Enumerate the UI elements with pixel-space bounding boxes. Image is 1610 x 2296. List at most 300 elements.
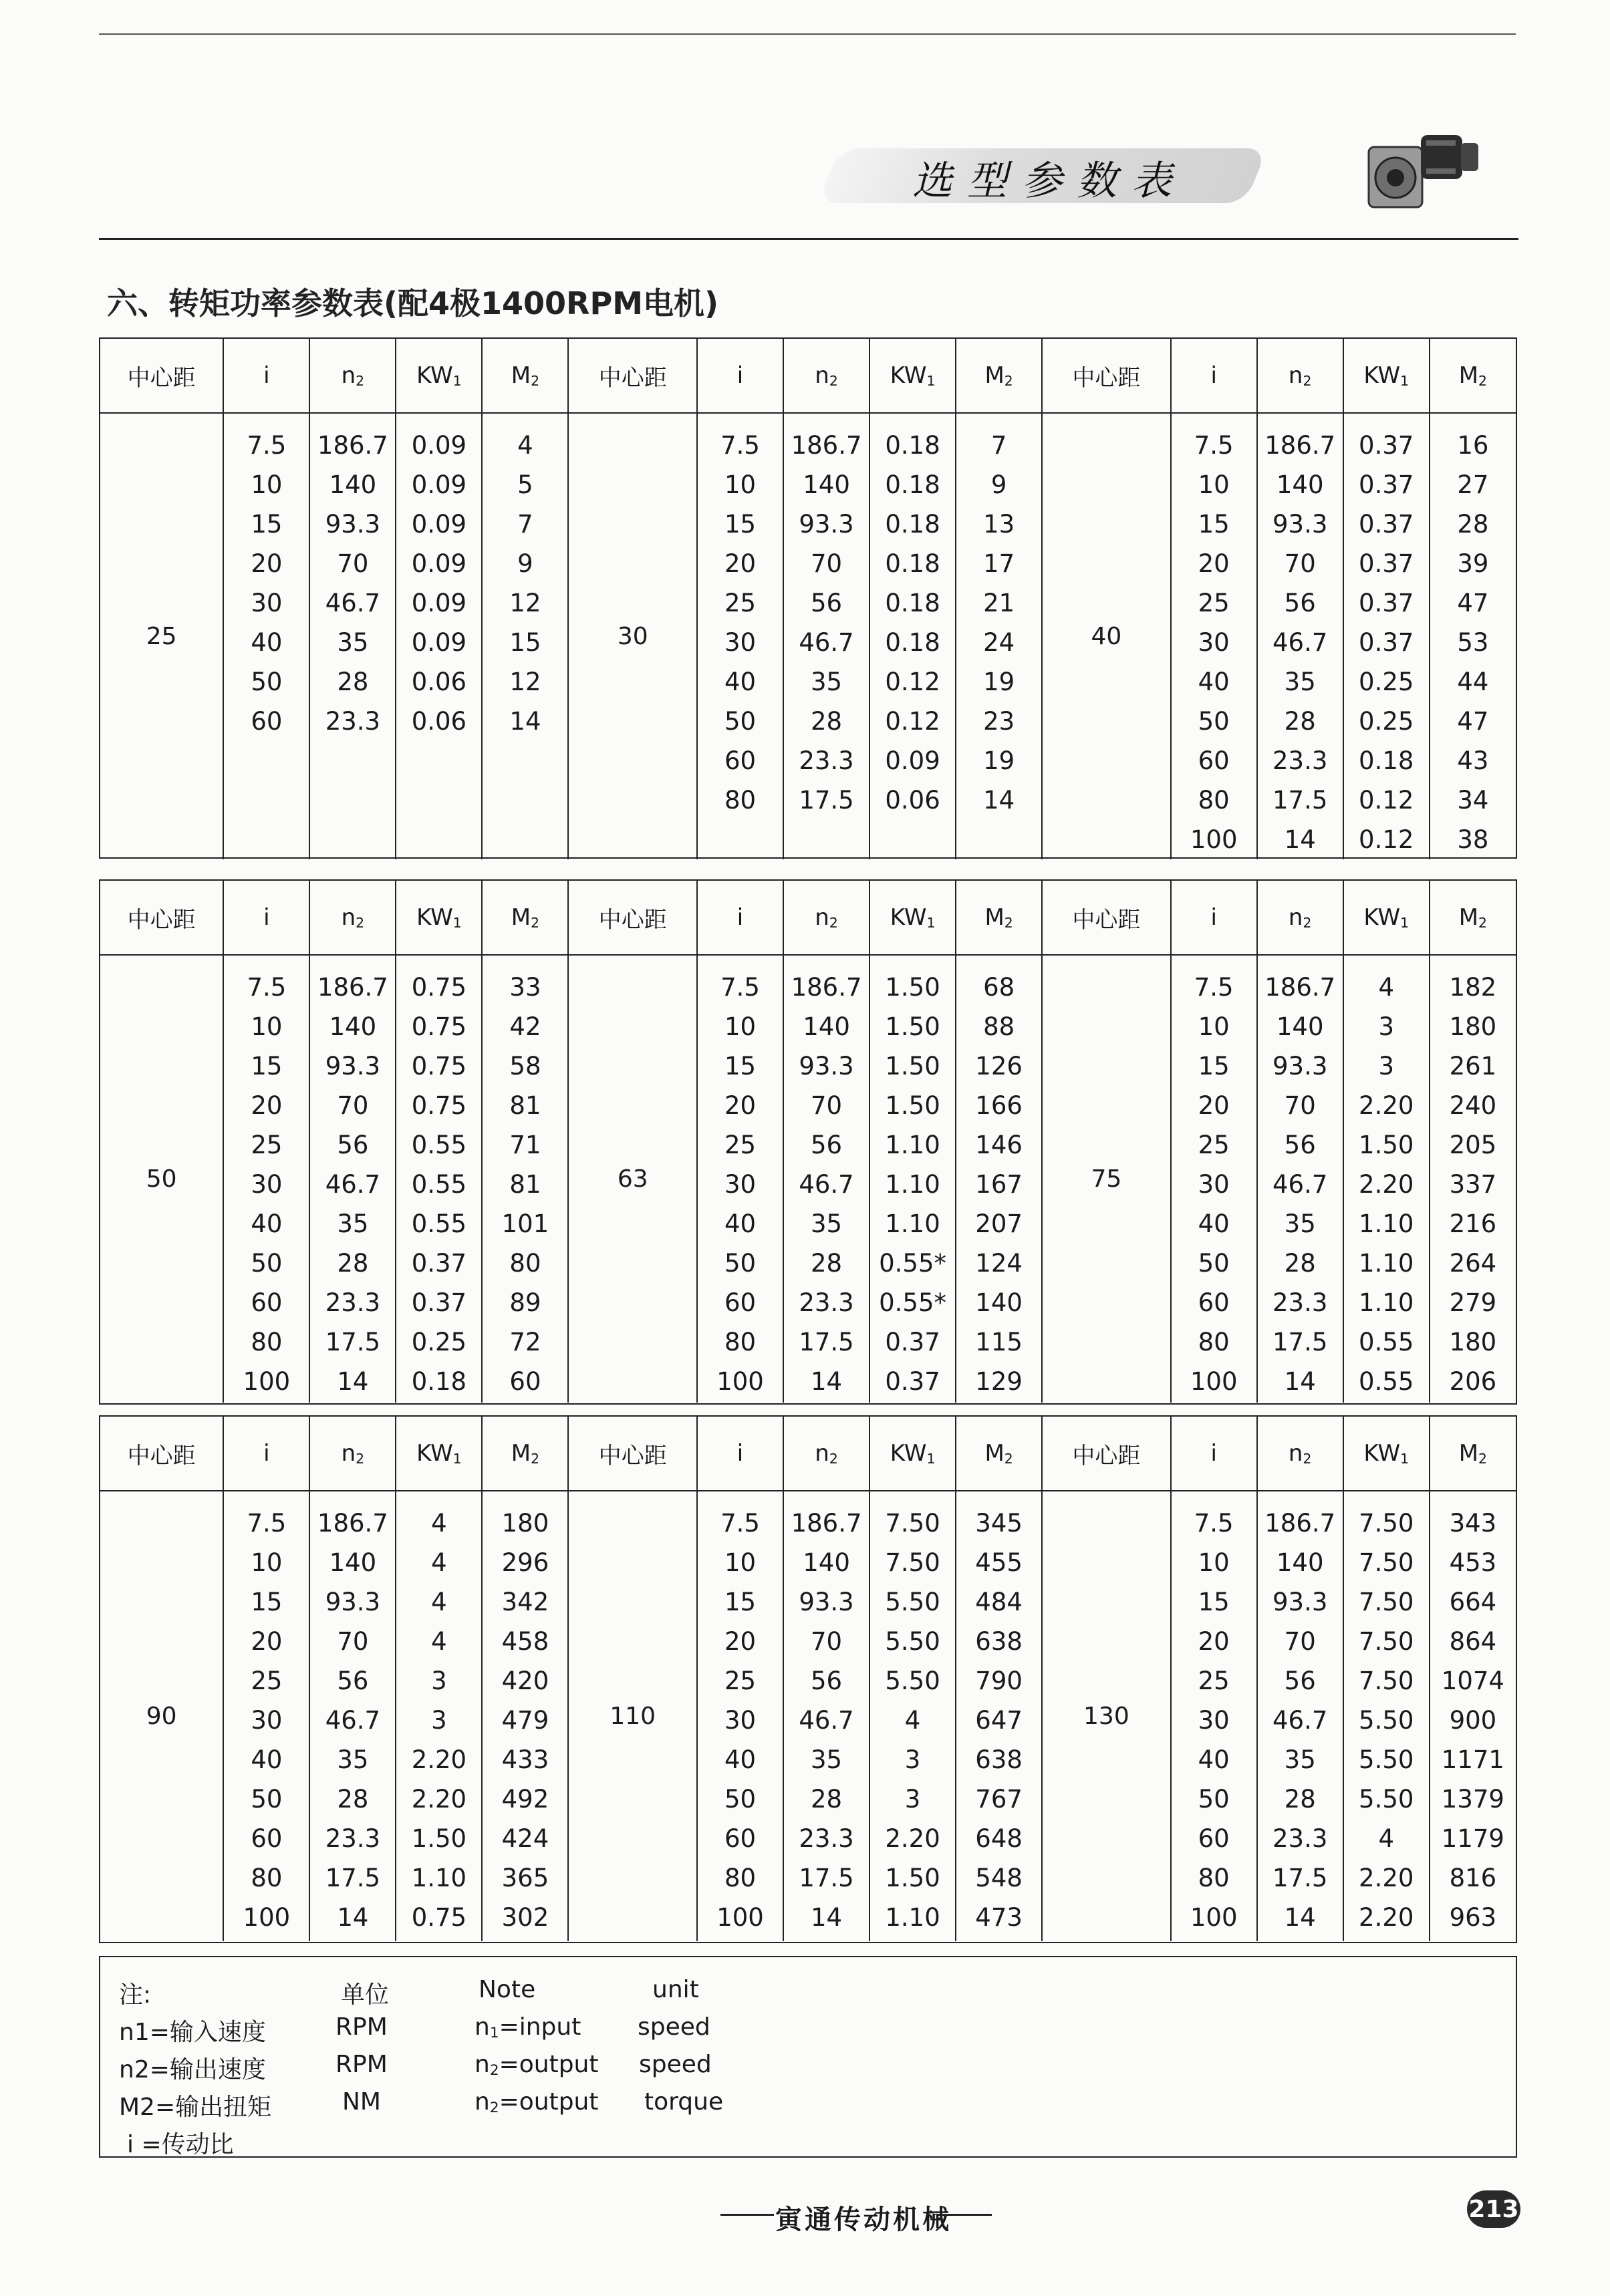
note-row-3-unit: NM xyxy=(342,2088,381,2116)
kw1-column xyxy=(396,413,482,859)
value-cell: 19 xyxy=(983,668,1015,696)
value-cell: 46.7 xyxy=(799,628,854,657)
value-cell: 365 xyxy=(501,1864,549,1892)
header-cell: $M_2$ xyxy=(956,339,1042,413)
value-cell: 70 xyxy=(337,1091,369,1120)
header-cell: $KW_1$ xyxy=(1343,881,1430,955)
value-cell: 140 xyxy=(1276,470,1324,499)
value-cell: 453 xyxy=(1449,1548,1497,1577)
value-cell: 0.09 xyxy=(411,589,467,617)
m2-column xyxy=(1430,955,1516,1403)
header-cell: i xyxy=(223,1417,309,1491)
header-cell: 中心距 xyxy=(1042,881,1171,955)
value-cell: 30 xyxy=(251,1170,283,1199)
value-cell: 14 xyxy=(811,1367,843,1396)
value-cell: 25 xyxy=(724,589,757,617)
kw1-column xyxy=(869,1491,956,1941)
value-cell: 7.5 xyxy=(720,973,760,1002)
value-cell: 7.50 xyxy=(1359,1627,1414,1656)
value-cell: 0.37 xyxy=(1359,549,1414,578)
value-cell: 80 xyxy=(724,1328,757,1356)
value-cell: 72 xyxy=(509,1328,541,1356)
value-cell: 23.3 xyxy=(325,707,381,736)
value-cell: 146 xyxy=(975,1131,1023,1159)
value-cell: 0.37 xyxy=(411,1249,467,1278)
value-cell: 101 xyxy=(501,1209,549,1238)
value-cell: 46.7 xyxy=(325,1706,381,1735)
value-cell: 23.3 xyxy=(799,1824,854,1853)
value-cell: 46.7 xyxy=(1272,628,1328,657)
value-cell: 548 xyxy=(975,1864,1023,1892)
value-cell: 50 xyxy=(724,1785,757,1814)
value-cell: 25 xyxy=(724,1131,757,1159)
value-cell: 46.7 xyxy=(325,1170,381,1199)
value-cell: 53 xyxy=(1457,628,1489,657)
value-cell: 342 xyxy=(501,1588,549,1616)
value-cell: 0.55 xyxy=(1359,1328,1414,1356)
notes-unit-en-head: unit xyxy=(652,1976,699,2003)
value-cell: 5.50 xyxy=(885,1667,940,1695)
value-cell: 216 xyxy=(1449,1209,1497,1238)
value-cell: 23.3 xyxy=(1272,746,1328,775)
value-cell: 20 xyxy=(724,1091,757,1120)
value-cell: 30 xyxy=(1198,1706,1230,1735)
kw1-column xyxy=(869,955,956,1403)
header-cell: $M_2$ xyxy=(482,1417,568,1491)
notes-label: 注: xyxy=(119,1981,152,2009)
value-cell: 343 xyxy=(1449,1509,1497,1538)
value-cell: 25 xyxy=(251,1667,283,1695)
value-cell: 0.37 xyxy=(885,1367,940,1396)
value-cell: 3 xyxy=(904,1785,921,1814)
value-cell: 140 xyxy=(1276,1012,1324,1041)
value-cell: 20 xyxy=(251,1627,283,1656)
i-column xyxy=(697,955,783,1403)
value-cell: 17.5 xyxy=(1272,1328,1328,1356)
value-cell: 14 xyxy=(1284,825,1316,854)
value-cell: 420 xyxy=(501,1667,549,1695)
value-cell: 50 xyxy=(724,707,757,736)
value-cell: 0.55* xyxy=(879,1249,947,1278)
value-cell: 20 xyxy=(251,1091,283,1120)
gear-motor-icon xyxy=(1357,120,1490,227)
notes-box xyxy=(99,1956,1517,2158)
value-cell: 100 xyxy=(716,1903,764,1932)
value-cell: 0.06 xyxy=(411,668,467,696)
value-cell: 963 xyxy=(1449,1903,1497,1932)
header-cell: $n_2$ xyxy=(783,1417,869,1491)
value-cell: 68 xyxy=(983,973,1015,1002)
value-cell: 100 xyxy=(1190,825,1238,854)
value-cell: 15 xyxy=(1198,510,1230,539)
value-cell: 4 xyxy=(1378,1824,1394,1853)
n2-column xyxy=(783,1491,869,1941)
value-cell: 0.37 xyxy=(1359,628,1414,657)
value-cell: 180 xyxy=(1449,1328,1497,1356)
value-cell: 0.06 xyxy=(885,786,940,815)
value-cell: 10 xyxy=(1198,470,1230,499)
value-cell: 1.50 xyxy=(1359,1131,1414,1159)
note-row-2-en: speed xyxy=(639,2051,712,2078)
value-cell: 81 xyxy=(509,1091,541,1120)
value-cell: 0.55 xyxy=(411,1170,467,1199)
value-cell: 20 xyxy=(1198,1627,1230,1656)
value-cell: 140 xyxy=(329,470,377,499)
value-cell: 50 xyxy=(251,668,283,696)
i-column xyxy=(1171,413,1257,859)
n2-column xyxy=(783,413,869,859)
value-cell: 30 xyxy=(1198,1170,1230,1199)
value-cell: 1.10 xyxy=(411,1864,467,1892)
value-cell: 93.3 xyxy=(799,1052,854,1081)
value-cell: 60 xyxy=(1198,1824,1230,1853)
note-row-2-def: $n_2=output$ xyxy=(475,2051,599,2079)
value-cell: 56 xyxy=(811,1131,843,1159)
note-row-3-en: torque xyxy=(644,2088,724,2116)
value-cell: 7.5 xyxy=(1194,1509,1234,1538)
value-cell: 0.75 xyxy=(411,973,467,1002)
value-cell: 46.7 xyxy=(1272,1706,1328,1735)
value-cell: 60 xyxy=(1198,746,1230,775)
value-cell: 13 xyxy=(983,510,1015,539)
value-cell: 7 xyxy=(990,431,1007,460)
value-cell: 648 xyxy=(975,1824,1023,1853)
value-cell: 458 xyxy=(501,1627,549,1656)
header-cell: $KW_1$ xyxy=(869,339,956,413)
value-cell: 40 xyxy=(1198,1745,1230,1774)
value-cell: 186.7 xyxy=(791,431,862,460)
m2-column xyxy=(956,413,1042,859)
value-cell: 9 xyxy=(990,470,1007,499)
value-cell: 180 xyxy=(501,1509,549,1538)
value-cell: 28 xyxy=(811,1785,843,1814)
value-cell: 0.37 xyxy=(411,1288,467,1317)
value-cell: 70 xyxy=(1284,1627,1316,1656)
value-cell: 43 xyxy=(1457,746,1489,775)
value-cell: 664 xyxy=(1449,1588,1497,1616)
value-cell: 42 xyxy=(509,1012,541,1041)
torque-table-2 xyxy=(99,879,1517,1405)
value-cell: 100 xyxy=(716,1367,764,1396)
value-cell: 1.10 xyxy=(885,1903,940,1932)
value-cell: 28 xyxy=(1284,1249,1316,1278)
value-cell: 28 xyxy=(1284,707,1316,736)
value-cell: 7.50 xyxy=(1359,1548,1414,1577)
value-cell: 40 xyxy=(724,668,757,696)
header-cell: 中心距 xyxy=(1042,339,1171,413)
value-cell: 0.12 xyxy=(1359,786,1414,815)
note-row-1-unit: RPM xyxy=(336,2013,388,2041)
kw1-column xyxy=(869,413,956,859)
kw1-column xyxy=(396,1491,482,1941)
value-cell: 93.3 xyxy=(325,510,381,539)
note-row-3-def: $n_2=output$ xyxy=(475,2088,599,2116)
header-cell: $M_2$ xyxy=(956,1417,1042,1491)
value-cell: 23 xyxy=(983,707,1015,736)
value-cell: 186.7 xyxy=(317,973,388,1002)
value-cell: 816 xyxy=(1449,1864,1497,1892)
value-cell: 70 xyxy=(811,549,843,578)
value-cell: 38 xyxy=(1457,825,1489,854)
value-cell: 93.3 xyxy=(799,1588,854,1616)
header-cell: $n_2$ xyxy=(309,339,396,413)
footer-company: 寅通传动机械 xyxy=(775,2204,952,2235)
value-cell: 100 xyxy=(1190,1903,1238,1932)
value-cell: 35 xyxy=(811,1745,843,1774)
n2-column xyxy=(309,955,396,1403)
value-cell: 5.50 xyxy=(1359,1785,1414,1814)
header-cell: $n_2$ xyxy=(309,1417,396,1491)
value-cell: 15 xyxy=(724,510,757,539)
value-cell: 10 xyxy=(251,470,283,499)
value-cell: 1.50 xyxy=(411,1824,467,1853)
value-cell: 2.20 xyxy=(1359,1091,1414,1120)
value-cell: 46.7 xyxy=(325,589,381,617)
value-cell: 129 xyxy=(975,1367,1023,1396)
value-cell: 25 xyxy=(724,1667,757,1695)
value-cell: 60 xyxy=(251,1824,283,1853)
value-cell: 5.50 xyxy=(885,1588,940,1616)
value-cell: 60 xyxy=(251,1288,283,1317)
value-cell: 0.09 xyxy=(411,628,467,657)
value-cell: 28 xyxy=(811,707,843,736)
value-cell: 261 xyxy=(1449,1052,1497,1081)
i-column xyxy=(223,955,309,1403)
value-cell: 25 xyxy=(1198,1667,1230,1695)
value-cell: 39 xyxy=(1457,549,1489,578)
value-cell: 15 xyxy=(251,1052,283,1081)
value-cell: 4 xyxy=(431,1588,447,1616)
value-cell: 0.25 xyxy=(411,1328,467,1356)
value-cell: 767 xyxy=(975,1785,1023,1814)
value-cell: 166 xyxy=(975,1091,1023,1120)
value-cell: 25 xyxy=(251,1131,283,1159)
m2-column xyxy=(956,1491,1042,1941)
value-cell: 0.37 xyxy=(1359,431,1414,460)
value-cell: 433 xyxy=(501,1745,549,1774)
center-distance-cell: 130 xyxy=(1042,1491,1171,1941)
value-cell: 17.5 xyxy=(799,1864,854,1892)
value-cell: 40 xyxy=(1198,668,1230,696)
value-cell: 15 xyxy=(724,1052,757,1081)
value-cell: 40 xyxy=(724,1209,757,1238)
value-cell: 23.3 xyxy=(799,746,854,775)
value-cell: 80 xyxy=(724,1864,757,1892)
value-cell: 70 xyxy=(337,549,369,578)
value-cell: 46.7 xyxy=(799,1706,854,1735)
header-cell: $n_2$ xyxy=(1257,881,1343,955)
header-cell: $M_2$ xyxy=(482,339,568,413)
value-cell: 7.50 xyxy=(885,1548,940,1577)
value-cell: 3 xyxy=(431,1706,447,1735)
value-cell: 27 xyxy=(1457,470,1489,499)
value-cell: 17.5 xyxy=(799,786,854,815)
value-cell: 205 xyxy=(1449,1131,1497,1159)
header-cell: $KW_1$ xyxy=(869,1417,956,1491)
value-cell: 15 xyxy=(1198,1052,1230,1081)
value-cell: 56 xyxy=(1284,1131,1316,1159)
center-distance-cell: 30 xyxy=(568,413,697,859)
center-distance-cell: 63 xyxy=(568,955,697,1403)
value-cell: 40 xyxy=(251,1745,283,1774)
value-cell: 638 xyxy=(975,1745,1023,1774)
value-cell: 34 xyxy=(1457,786,1489,815)
value-cell: 484 xyxy=(975,1588,1023,1616)
value-cell: 35 xyxy=(1284,668,1316,696)
value-cell: 10 xyxy=(724,1012,757,1041)
value-cell: 0.18 xyxy=(411,1367,467,1396)
n2-column xyxy=(783,955,869,1403)
value-cell: 30 xyxy=(251,589,283,617)
torque-table-3 xyxy=(99,1415,1517,1943)
value-cell: 17.5 xyxy=(325,1328,381,1356)
value-cell: 647 xyxy=(975,1706,1023,1735)
value-cell: 50 xyxy=(251,1785,283,1814)
value-cell: 0.18 xyxy=(885,589,940,617)
value-cell: 7.5 xyxy=(1194,973,1234,1002)
n2-column xyxy=(1257,413,1343,859)
value-cell: 12 xyxy=(509,589,541,617)
value-cell: 0.55 xyxy=(1359,1367,1414,1396)
value-cell: 33 xyxy=(509,973,541,1002)
value-cell: 7.5 xyxy=(1194,431,1234,460)
value-cell: 1.10 xyxy=(1359,1288,1414,1317)
note-row-1-cn: n1=输入速度 xyxy=(119,2019,266,2046)
value-cell: 140 xyxy=(975,1288,1023,1317)
n2-column xyxy=(309,1491,396,1941)
value-cell: 70 xyxy=(1284,549,1316,578)
value-cell: 479 xyxy=(501,1706,549,1735)
header-cell: $n_2$ xyxy=(783,339,869,413)
header-cell: $KW_1$ xyxy=(396,881,482,955)
footer-rule-right xyxy=(938,2214,992,2216)
value-cell: 100 xyxy=(243,1367,291,1396)
value-cell: 56 xyxy=(1284,1667,1316,1695)
value-cell: 56 xyxy=(337,1667,369,1695)
value-cell: 0.12 xyxy=(1359,825,1414,854)
value-cell: 23.3 xyxy=(799,1288,854,1317)
value-cell: 7.5 xyxy=(247,973,287,1002)
header-cell: $M_2$ xyxy=(1430,1417,1516,1491)
value-cell: 0.18 xyxy=(885,628,940,657)
value-cell: 81 xyxy=(509,1170,541,1199)
value-cell: 424 xyxy=(501,1824,549,1853)
value-cell: 4 xyxy=(431,1627,447,1656)
value-cell: 1.10 xyxy=(885,1131,940,1159)
header-cell: 中心距 xyxy=(568,881,697,955)
header-cell: i xyxy=(697,339,783,413)
value-cell: 4 xyxy=(431,1548,447,1577)
value-cell: 35 xyxy=(811,668,843,696)
note-row-2-unit: RPM xyxy=(336,2051,388,2078)
value-cell: 93.3 xyxy=(799,510,854,539)
header-cell: $n_2$ xyxy=(309,881,396,955)
value-cell: 35 xyxy=(337,1209,369,1238)
header-cell: i xyxy=(697,881,783,955)
value-cell: 60 xyxy=(251,707,283,736)
value-cell: 1.10 xyxy=(1359,1209,1414,1238)
value-cell: 240 xyxy=(1449,1091,1497,1120)
value-cell: 7 xyxy=(517,510,533,539)
value-cell: 3 xyxy=(1378,1052,1394,1081)
value-cell: 28 xyxy=(337,1249,369,1278)
value-cell: 455 xyxy=(975,1548,1023,1577)
value-cell: 2.20 xyxy=(885,1824,940,1853)
value-cell: 44 xyxy=(1457,668,1489,696)
value-cell: 10 xyxy=(251,1012,283,1041)
value-cell: 0.18 xyxy=(885,510,940,539)
value-cell: 89 xyxy=(509,1288,541,1317)
note-row-1-en: speed xyxy=(638,2013,710,2041)
value-cell: 7.5 xyxy=(247,1509,287,1538)
value-cell: 492 xyxy=(501,1785,549,1814)
value-cell: 186.7 xyxy=(791,973,862,1002)
value-cell: 60 xyxy=(509,1367,541,1396)
header-cell: $M_2$ xyxy=(1430,881,1516,955)
value-cell: 35 xyxy=(1284,1209,1316,1238)
header-cell: $KW_1$ xyxy=(1343,1417,1430,1491)
value-cell: 10 xyxy=(251,1548,283,1577)
value-cell: 264 xyxy=(1449,1249,1497,1278)
value-cell: 50 xyxy=(724,1249,757,1278)
value-cell: 80 xyxy=(1198,1864,1230,1892)
value-cell: 20 xyxy=(1198,1091,1230,1120)
top-rule xyxy=(99,33,1516,35)
value-cell: 140 xyxy=(329,1548,377,1577)
header-cell: $n_2$ xyxy=(783,881,869,955)
i-column xyxy=(223,413,309,859)
value-cell: 15 xyxy=(251,1588,283,1616)
note-row-3-cn: M2=输出扭矩 xyxy=(119,2094,272,2121)
value-cell: 186.7 xyxy=(1264,1509,1336,1538)
header-cell: 中心距 xyxy=(568,339,697,413)
value-cell: 80 xyxy=(251,1864,283,1892)
header-cell: 中心距 xyxy=(100,1417,223,1491)
value-cell: 4 xyxy=(431,1509,447,1538)
value-cell: 60 xyxy=(724,1824,757,1853)
value-cell: 14 xyxy=(1284,1367,1316,1396)
value-cell: 0.09 xyxy=(885,746,940,775)
value-cell: 15 xyxy=(509,628,541,657)
value-cell: 7.50 xyxy=(1359,1588,1414,1616)
value-cell: 46.7 xyxy=(1272,1170,1328,1199)
value-cell: 17 xyxy=(983,549,1015,578)
value-cell: 1.50 xyxy=(885,1012,940,1041)
value-cell: 2.20 xyxy=(411,1785,467,1814)
value-cell: 58 xyxy=(509,1052,541,1081)
value-cell: 864 xyxy=(1449,1627,1497,1656)
value-cell: 100 xyxy=(1190,1367,1238,1396)
value-cell: 10 xyxy=(1198,1012,1230,1041)
value-cell: 19 xyxy=(983,746,1015,775)
value-cell: 140 xyxy=(803,1548,850,1577)
value-cell: 180 xyxy=(1449,1012,1497,1041)
value-cell: 60 xyxy=(724,746,757,775)
value-cell: 186.7 xyxy=(1264,431,1336,460)
value-cell: 167 xyxy=(975,1170,1023,1199)
center-distance-cell: 110 xyxy=(568,1491,697,1941)
n2-column xyxy=(1257,1491,1343,1941)
value-cell: 1.50 xyxy=(885,973,940,1002)
value-cell: 25 xyxy=(1198,589,1230,617)
value-cell: 56 xyxy=(811,1667,843,1695)
value-cell: 0.25 xyxy=(1359,668,1414,696)
header-cell: $KW_1$ xyxy=(396,339,482,413)
value-cell: 30 xyxy=(724,1170,757,1199)
value-cell: 80 xyxy=(251,1328,283,1356)
m2-column xyxy=(956,955,1042,1403)
value-cell: 3 xyxy=(431,1667,447,1695)
